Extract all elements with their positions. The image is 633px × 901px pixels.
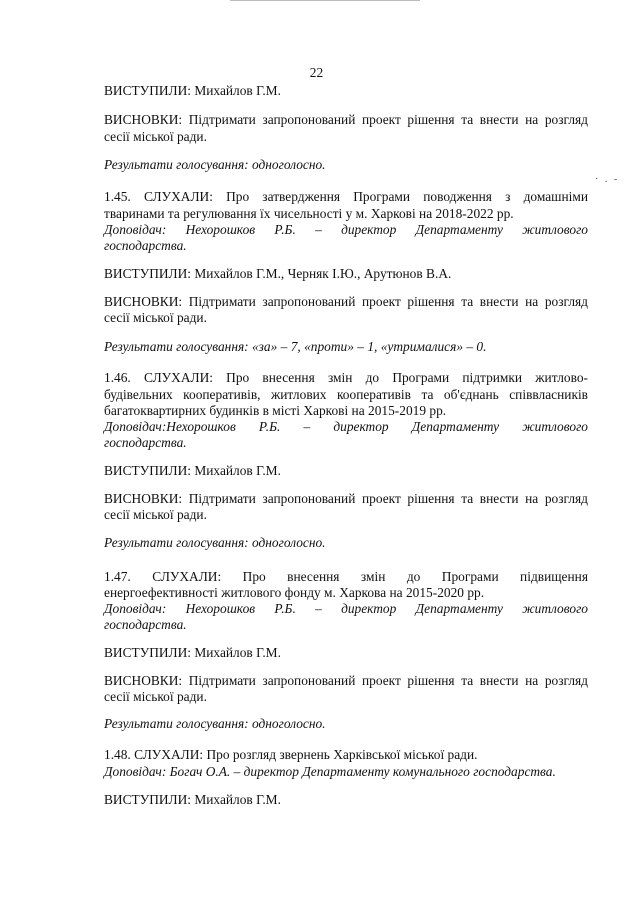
speakers-line: ВИСТУПИЛИ: Михайлов Г.М., Черняк І.Ю., Арутюнов В.А.	[104, 266, 452, 281]
reporter-line: господарства.	[104, 435, 187, 450]
heard-line: енергоефективності житлового фонду м. Харкова на 2015-2020 рр.	[104, 585, 485, 600]
reporter-line: Доповідач: Богач О.А. – директор Департаменту комунального господарства.	[104, 764, 556, 779]
conclusions-line: сесії міської ради.	[104, 507, 207, 522]
heard-line: багатоквартирних будинків в місті Харкові на 2015-2019 рр.	[104, 403, 447, 418]
scan-top-edge	[230, 0, 420, 1]
heard-line: 1.46. СЛУХАЛИ: Про внесення змін до Програми підтримки житлово-	[104, 370, 588, 385]
speakers-line: ВИСТУПИЛИ: Михайлов Г.М.	[104, 792, 281, 807]
voting-result: Результати голосування: одноголосно.	[104, 716, 326, 731]
speakers-line: ВИСТУПИЛИ: Михайлов Г.М.	[104, 83, 281, 98]
speakers-line: ВИСТУПИЛИ: Михайлов Г.М.	[104, 463, 281, 478]
reporter-line: Доповідач: Нехорошков Р.Б. – директор Департаменту житлового	[104, 601, 588, 616]
reporter-line: господарства.	[104, 617, 187, 632]
conclusions-line: сесії міської ради.	[104, 689, 207, 704]
page-number: 22	[309, 65, 324, 80]
reporter-line: Доповідач: Нехорошков Р.Б. – директор Департаменту житлового	[104, 222, 588, 237]
conclusions-line: ВИСНОВКИ: Підтримати запропонований проект рішення та внести на розгляд	[104, 673, 588, 688]
conclusions-line: сесії міської ради.	[104, 129, 207, 144]
scan-artifact: · . -	[595, 174, 620, 185]
conclusions-line: ВИСНОВКИ: Підтримати запропонований проект рішення та внести на розгляд	[104, 112, 588, 127]
heard-line: тваринами та регулювання їх чисельності у м. Харкові на 2018-2022 рр.	[104, 206, 514, 221]
heard-line: 1.48. СЛУХАЛИ: Про розгляд звернень Харківської міської ради.	[104, 747, 478, 762]
voting-result: Результати голосування: одноголосно.	[104, 535, 326, 550]
reporter-line: господарства.	[104, 238, 187, 253]
speakers-line: ВИСТУПИЛИ: Михайлов Г.М.	[104, 645, 281, 660]
reporter-line: Доповідач:Нехорошков Р.Б. – директор Департаменту житлового	[104, 419, 588, 434]
conclusions-line: сесії міської ради.	[104, 310, 207, 325]
conclusions-line: ВИСНОВКИ: Підтримати запропонований проект рішення та внести на розгляд	[104, 491, 588, 506]
voting-result: Результати голосування: одноголосно.	[104, 157, 326, 172]
heard-line: 1.47. СЛУХАЛИ: Про внесення змін до Програми підвищення	[104, 569, 588, 584]
heard-line: 1.45. СЛУХАЛИ: Про затвердження Програми поводження з домашніми	[104, 189, 588, 204]
voting-result: Результати голосування: «за» – 7, «проти» – 1, «утрималися» – 0.	[104, 339, 487, 354]
heard-line: будівельних кооперативів, житлових кооперативів та об'єднань співвласників	[104, 387, 588, 402]
conclusions-line: ВИСНОВКИ: Підтримати запропонований проект рішення та внести на розгляд	[104, 294, 588, 309]
